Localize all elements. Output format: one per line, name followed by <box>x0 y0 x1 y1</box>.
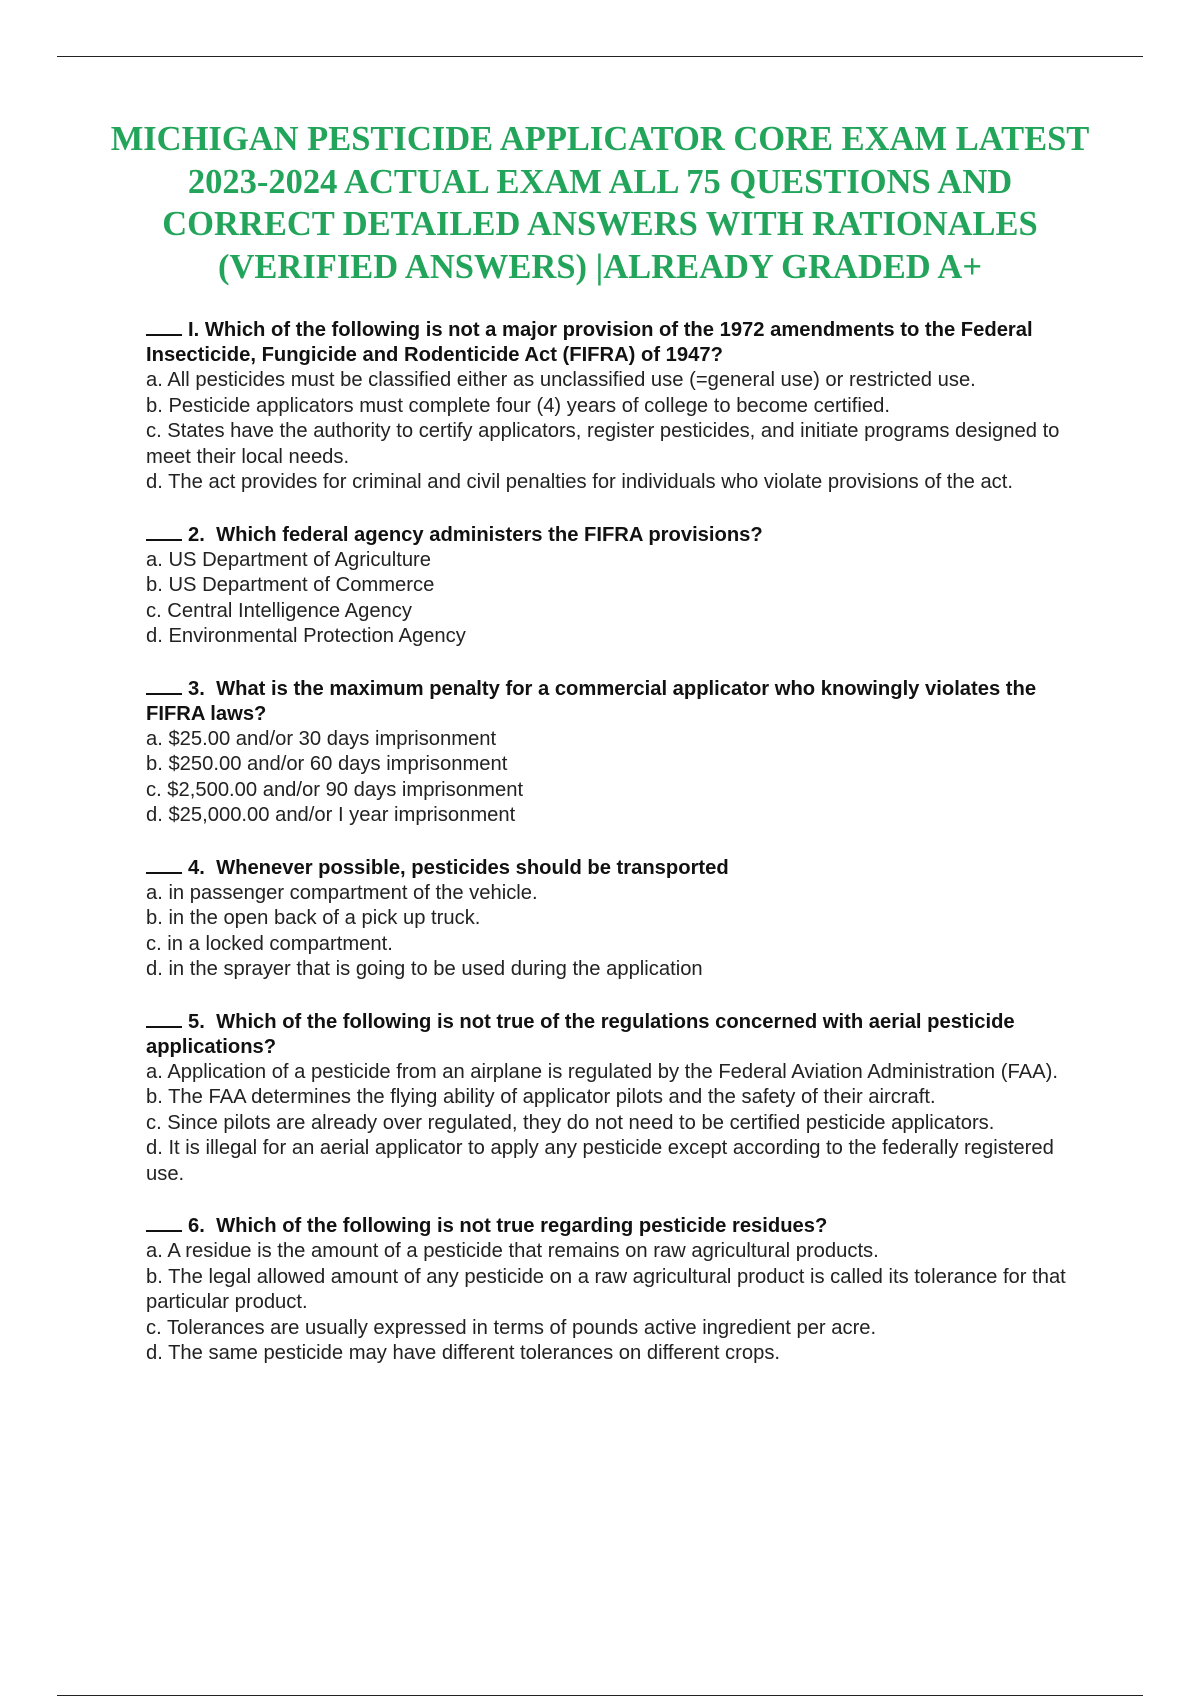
question-text: Which of the following is not a major provision of the 1972 amendments to the Federal Insecticide, Fungicide and Rodenticide Act (FIFRA) of 1947? <box>146 319 1033 366</box>
question-text: Which of the following is not true regarding pesticide residues? <box>216 1215 828 1237</box>
question-number: 5. <box>188 1010 205 1033</box>
question-3 <box>146 675 1086 829</box>
answer-option: d. The act provides for criminal and civil penalties for individuals who violate provisions of the act. <box>146 471 1013 493</box>
answer-blank <box>146 316 182 336</box>
question-heading <box>146 316 1086 368</box>
title-line: MICHIGAN PESTICIDE APPLICATOR CORE EXAM LATEST <box>110 120 1090 158</box>
answer-blank <box>146 675 182 695</box>
title-line: (VERIFIED ANSWERS) |ALREADY GRADED A+ <box>218 247 982 286</box>
question-text: Which federal agency administers the FIFRA provisions? <box>216 523 763 546</box>
answer-option: b. in the open back of a pick up truck. <box>146 907 481 929</box>
top-divider <box>57 56 1143 57</box>
question-5 <box>146 1008 1086 1188</box>
question-text: Which of the following is not true of the regulations concerned with aerial pesticide applications? <box>146 1010 1015 1058</box>
question-1 <box>146 316 1086 496</box>
question-heading <box>146 854 1086 881</box>
answer-option: c. Since pilots are already over regulated, they do not need to be certified pesticide applicators. <box>146 1111 995 1134</box>
answer-option: b. US Department of Commerce <box>146 574 435 596</box>
answer-blank <box>146 521 182 541</box>
document-title <box>40 118 1160 288</box>
answer-option: a. $25.00 and/or 30 days imprisonment <box>146 727 497 750</box>
question-2 <box>146 521 1086 650</box>
answer-option: a. US Department of Agriculture <box>146 548 431 571</box>
question-number: 4. <box>188 856 205 879</box>
question-number: I. <box>188 319 200 341</box>
question-heading <box>146 521 1086 548</box>
answer-option: c. Tolerances are usually expressed in terms of pounds active ingredient per acre. <box>146 1316 877 1339</box>
question-number: 6. <box>188 1215 205 1237</box>
answer-option: b. The FAA determines the flying ability of applicator pilots and the safety of their aircraft. <box>146 1086 936 1108</box>
answer-option: d. $25,000.00 and/or I year imprisonment <box>146 804 516 826</box>
question-heading <box>146 1008 1086 1060</box>
answer-option: a. All pesticides must be classified either as unclassified use (=general use) or restricted use. <box>146 369 976 391</box>
answer-option: d. in the sprayer that is going to be used during the application <box>146 958 703 980</box>
title-line: 2023-2024 ACTUAL EXAM ALL 75 QUESTIONS AND <box>187 162 1013 201</box>
answer-blank <box>146 854 182 874</box>
answer-option: c. $2,500.00 and/or 90 days imprisonment <box>146 778 524 801</box>
answer-option: d. It is illegal for an aerial applicator to apply any pesticide except according to the federally registered use. <box>146 1137 1054 1185</box>
question-number: 2. <box>188 523 205 546</box>
answer-option: c. Central Intelligence Agency <box>146 599 412 622</box>
answer-option: b. Pesticide applicators must complete four (4) years of college to become certified. <box>146 394 890 417</box>
answer-option: a. in passenger compartment of the vehicle. <box>146 881 538 904</box>
answer-option: c. in a locked compartment. <box>146 932 393 955</box>
question-heading <box>146 1212 1086 1239</box>
answer-option: c. States have the authority to certify applicators, register pesticides, and initiate programs designed to meet their local needs. <box>146 420 1060 468</box>
question-heading <box>146 675 1086 727</box>
answer-option: d. Environmental Protection Agency <box>146 625 466 647</box>
answer-option: b. The legal allowed amount of any pesticide on a raw agricultural product is called its tolerance for that particular product. <box>146 1265 1066 1313</box>
answer-option: b. $250.00 and/or 60 days imprisonment <box>146 753 508 775</box>
bottom-divider <box>57 1695 1143 1696</box>
question-list <box>146 316 1086 1392</box>
question-6 <box>146 1212 1086 1367</box>
question-text: Whenever possible, pesticides should be transported <box>216 856 729 879</box>
answer-blank <box>146 1008 182 1028</box>
answer-option: a. A residue is the amount of a pesticide that remains on raw agricultural products. <box>146 1240 879 1262</box>
answer-option: a. Application of a pesticide from an airplane is regulated by the Federal Aviation Administration (FAA). <box>146 1060 1058 1083</box>
title-line: CORRECT DETAILED ANSWERS WITH RATIONALES <box>162 205 1038 243</box>
question-4 <box>146 854 1086 983</box>
answer-option: d. The same pesticide may have different tolerances on different crops. <box>146 1342 781 1364</box>
question-text: What is the maximum penalty for a commercial applicator who knowingly violates the FIFRA laws? <box>146 677 1037 725</box>
question-number: 3. <box>188 677 205 700</box>
answer-blank <box>146 1212 182 1232</box>
